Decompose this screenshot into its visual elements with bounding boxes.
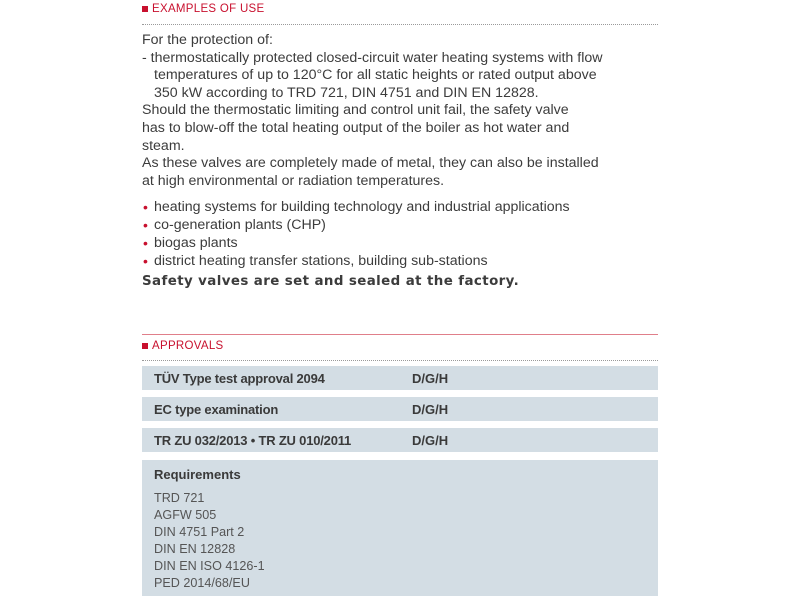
approvals-divider	[142, 360, 658, 361]
examples-heading	[142, 3, 658, 15]
heading-square-icon	[142, 6, 148, 12]
approval-code: D/G/H	[412, 370, 449, 386]
examples-heading-text: EXAMPLES OF USE	[152, 3, 265, 15]
approvals-top-rule	[142, 334, 658, 335]
application-list	[142, 198, 662, 270]
approval-code: D/G/H	[412, 432, 449, 448]
list-item: • biogas plants	[143, 235, 238, 251]
bullet-icon: •	[143, 217, 148, 233]
examples-body	[142, 32, 662, 190]
list-item: • heating systems for building technology and industrial applications	[143, 199, 570, 215]
examples-divider	[142, 24, 658, 25]
bullet-icon: •	[143, 235, 148, 251]
list-item: PED 2014/68/EU	[154, 576, 250, 590]
approvals-heading-text: APPROVALS	[152, 340, 224, 352]
approval-code: D/G/H	[412, 401, 449, 417]
approval-row	[142, 428, 658, 452]
bullet-icon: •	[143, 199, 148, 215]
item-line-3: 350 kW according to TRD 721, DIN 4751 and DIN EN 12828.	[154, 84, 539, 101]
paragraph-2-line-2: at high environmental or radiation temperatures.	[142, 172, 445, 189]
paragraph-2-line-1: As these valves are completely made of metal, they can also be installed	[142, 155, 599, 172]
paragraph-1-line-1: Should the thermostatic limiting and control unit fail, the safety valve	[142, 102, 569, 119]
list-item: • district heating transfer stations, building sub-stations	[143, 253, 488, 269]
approvals-heading	[142, 340, 658, 352]
item-line-2: temperatures of up to 120°C for all static heights or rated output above	[154, 67, 597, 84]
approval-name: TÜV Type test approval 2094	[154, 370, 325, 386]
intro-text: For the protection of:	[142, 32, 273, 48]
approval-name: TR ZU 032/2013 • TR ZU 010/2011	[154, 432, 352, 448]
approval-row	[142, 366, 658, 390]
factory-note: Safety valves are set and sealed at the factory.	[142, 274, 520, 289]
requirements-box	[142, 460, 658, 596]
bullet-icon: •	[143, 253, 148, 269]
approval-name: EC type examination	[154, 401, 279, 417]
item-line-1: - thermostatically protected closed-circuit water heating systems with flow	[142, 49, 603, 66]
list-item: TRD 721	[154, 491, 205, 505]
paragraph-1-line-2: has to blow-off the total heating output of the boiler as hot water and	[142, 119, 570, 136]
approval-row	[142, 397, 658, 421]
list-item: DIN 4751 Part 2	[154, 525, 245, 539]
list-item: DIN EN 12828	[154, 542, 236, 556]
heading-square-icon	[142, 343, 148, 349]
list-item: DIN EN ISO 4126-1	[154, 559, 265, 573]
requirements-title: Requirements	[154, 467, 241, 482]
paragraph-1-line-3: steam.	[142, 137, 185, 154]
list-item: AGFW 505	[154, 508, 217, 522]
list-item: • co-generation plants (CHP)	[143, 217, 326, 233]
requirements-list	[154, 490, 265, 592]
